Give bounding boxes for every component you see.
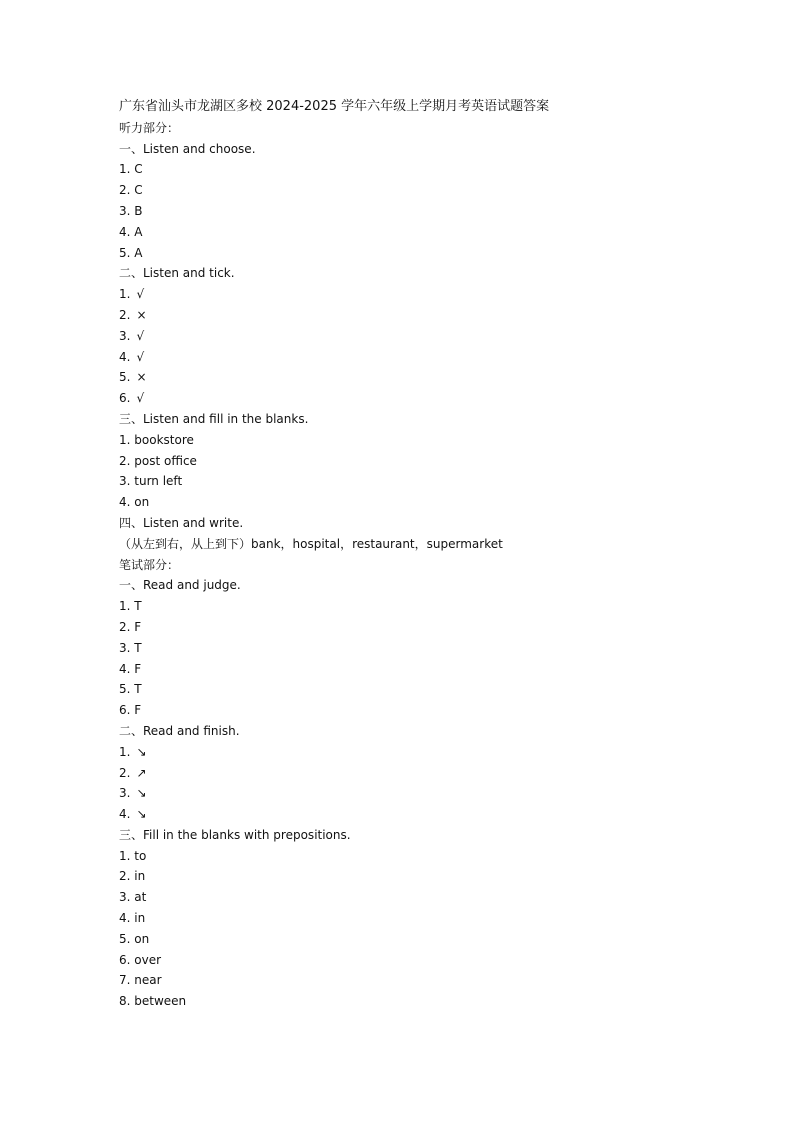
document-title: 广东省汕头市龙湖区多校 2024-2025 学年六年级上学期月考英语试题答案 [119, 99, 550, 114]
answer-line [119, 347, 739, 368]
cross-mark: × [136, 307, 147, 322]
answer-line: 1. to [119, 848, 147, 863]
answer-line: 1. C [119, 162, 143, 177]
item-number: 4. [119, 807, 131, 822]
falling-intonation-icon: ↘ [136, 786, 147, 801]
cross-mark: × [136, 370, 147, 385]
item-number: 6. [119, 391, 131, 406]
answer-line: 1. bookstore [119, 432, 194, 447]
answer-line: 3. B [119, 203, 143, 218]
item-number: 2. [119, 765, 131, 780]
listening-heading: 听力部分： [119, 120, 180, 135]
answer-line [119, 305, 739, 326]
answer-line: （从左到右，从上到下）bank，hospital，restaurant，supermarket [119, 536, 503, 551]
answer-line: 6. F [119, 703, 142, 718]
answer-line: 6. over [119, 952, 162, 967]
answer-line: 7. near [119, 973, 162, 988]
item-number: 3. [119, 786, 131, 801]
answer-line: 4. A [119, 224, 143, 239]
tick-mark: √ [136, 391, 145, 406]
answer-line: 4. in [119, 911, 146, 926]
answer-line [119, 284, 739, 305]
listening-part1-heading: 一、Listen and choose. [119, 141, 256, 156]
item-number: 2. [119, 307, 131, 322]
answer-line [119, 388, 739, 409]
item-number: 1. [119, 744, 131, 759]
item-number: 1. [119, 287, 131, 302]
written-part2-heading: 二、Read and finish. [119, 723, 240, 738]
tick-mark: √ [136, 328, 145, 343]
item-number: 5. [119, 370, 131, 385]
answer-line [119, 783, 739, 804]
item-number: 3. [119, 328, 131, 343]
answer-line: 4. on [119, 495, 150, 510]
answer-line: 8. between [119, 994, 187, 1009]
answer-line: 2. F [119, 619, 142, 634]
written-part3-heading: 三、Fill in the blanks with prepositions. [119, 827, 351, 842]
listening-part2-heading: 二、Listen and tick. [119, 266, 235, 281]
answer-line [119, 367, 739, 388]
answer-line: 5. A [119, 245, 143, 260]
answer-sheet [119, 97, 739, 1012]
written-part1-heading: 一、Read and judge. [119, 578, 241, 593]
falling-intonation-icon: ↘ [136, 807, 147, 822]
answer-line: 1. T [119, 599, 142, 614]
answer-line: 2. C [119, 183, 143, 198]
written-heading: 笔试部分： [119, 557, 180, 572]
answer-line [119, 804, 739, 825]
item-number: 4. [119, 349, 131, 364]
answer-line: 5. T [119, 682, 142, 697]
answer-line: 4. F [119, 661, 142, 676]
answer-line: 2. in [119, 869, 146, 884]
rising-intonation-icon: ↗ [136, 765, 147, 780]
answer-line: 5. on [119, 931, 150, 946]
answer-line: 3. turn left [119, 474, 183, 489]
answer-line [119, 326, 739, 347]
falling-intonation-icon: ↘ [136, 744, 147, 759]
answer-line: 3. T [119, 640, 142, 655]
answer-line: 3. at [119, 890, 147, 905]
listening-part4-heading: 四、Listen and write. [119, 515, 244, 530]
answer-line [119, 742, 739, 763]
answer-line [119, 763, 739, 784]
tick-mark: √ [136, 349, 145, 364]
answer-line: 2. post office [119, 453, 197, 468]
listening-part3-heading: 三、Listen and fill in the blanks. [119, 411, 309, 426]
tick-mark: √ [136, 287, 145, 302]
